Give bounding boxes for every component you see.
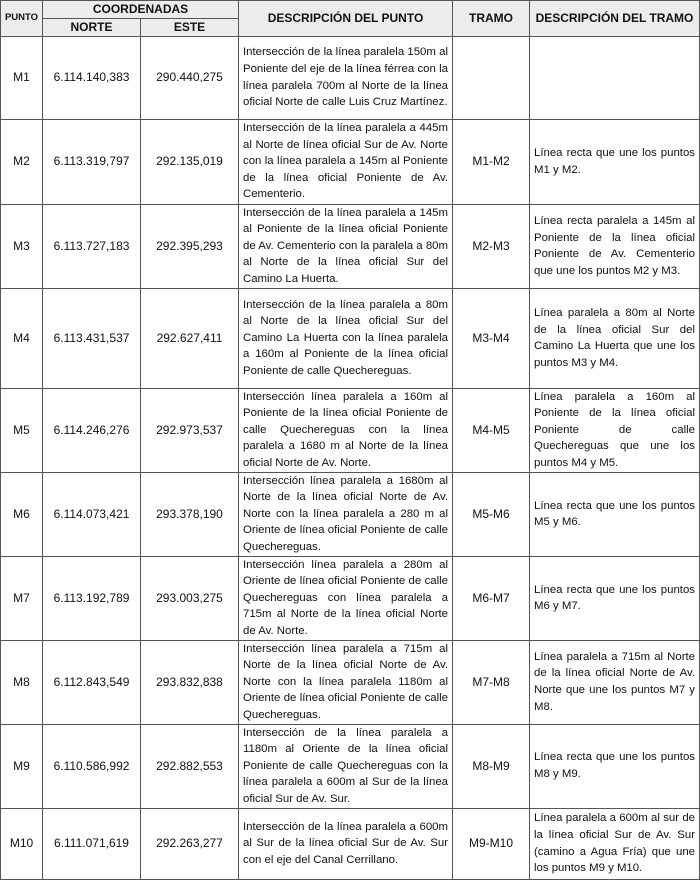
cell-punto: M6	[1, 472, 43, 556]
cell-este: 292.882,553	[141, 724, 239, 808]
table-row	[1, 119, 700, 204]
cell-este: 292.263,277	[141, 808, 239, 879]
table-row	[1, 556, 700, 640]
cell-descripcion-punto: Intersección de la línea paralela 150m al Poniente del eje de la línea férrea con la línea paralela 700m al Norte de la línea oficial Norte de calle Luis Cruz Martínez.	[239, 36, 453, 119]
cell-norte: 6.110.586,992	[43, 724, 141, 808]
cell-descripcion-tramo: Línea paralela a 600m al sur de la línea oficial Sur de Av. Sur (camino a Agua Fría) que une los puntos M9 y M10.	[530, 808, 700, 879]
cell-norte: 6.114.073,421	[43, 472, 141, 556]
table-row	[1, 204, 700, 288]
cell-tramo: M9-M10	[453, 808, 530, 879]
cell-norte: 6.113.319,797	[43, 119, 141, 204]
header-descripcion-tramo: DESCRIPCIÓN DEL TRAMO	[530, 1, 700, 37]
cell-descripcion-punto: Intersección de la línea paralela a 145m al Poniente de la línea oficial Poniente de Av. Cementerio con la paralela a 80m al Norte de la línea oficial Sur del Camino La Huerta.	[239, 204, 453, 288]
cell-punto: M7	[1, 556, 43, 640]
cell-descripcion-tramo: Línea recta que une los puntos M5 y M6.	[530, 472, 700, 556]
cell-punto: M2	[1, 119, 43, 204]
cell-norte: 6.111.071,619	[43, 808, 141, 879]
cell-norte: 6.113.727,183	[43, 204, 141, 288]
cell-descripcion-tramo	[530, 36, 700, 119]
cell-punto: M9	[1, 724, 43, 808]
cell-norte: 6.112.843,549	[43, 640, 141, 724]
header-este: ESTE	[141, 18, 239, 36]
cell-descripcion-punto: Intersección de la línea paralela a 80m al Norte de la línea oficial Sur del Camino La Huerta con la línea paralela a 160m al Poniente de la línea oficial Poniente de calle Quechereguas.	[239, 288, 453, 388]
cell-descripcion-punto: Intersección línea paralela a 280m al Oriente de línea oficial Poniente de calle Quechereguas con línea paralela a 715m al Norte de la línea oficial Norte de Av. Norte.	[239, 556, 453, 640]
cell-descripcion-tramo: Línea recta que une los puntos M8 y M9.	[530, 724, 700, 808]
cell-descripcion-punto: Intersección línea paralela a 160m al Poniente de la línea oficial Poniente de calle Quechereguas con la línea paralela a 1680 m al Norte de la línea oficial Norte de Av. Norte.	[239, 388, 453, 472]
table-row	[1, 288, 700, 388]
cell-tramo: M3-M4	[453, 288, 530, 388]
cell-este: 293.378,190	[141, 472, 239, 556]
cell-descripcion-tramo: Línea paralela a 80m al Norte de la línea oficial Sur del Camino La Huerta que une los puntos M3 y M4.	[530, 288, 700, 388]
table-row	[1, 640, 700, 724]
cell-descripcion-punto: Intersección de la línea paralela a 600m al Sur de la línea oficial Sur de Av. Sur con el eje del Canal Cerrillano.	[239, 808, 453, 879]
cell-punto: M8	[1, 640, 43, 724]
cell-descripcion-punto: Intersección de la línea paralela a 1180m al Oriente de la línea oficial Poniente de calle Quechereguas con la línea paralela a 600m al Sur de la línea oficial Sur de Av. Sur.	[239, 724, 453, 808]
cell-tramo: M1-M2	[453, 119, 530, 204]
table-row	[1, 724, 700, 808]
cell-descripcion-punto: Intersección línea paralela a 715m al Norte de la línea oficial Norte de Av. Norte con la línea paralela 1180m al Oriente de línea oficial Poniente de calle Quechereguas.	[239, 640, 453, 724]
cell-descripcion-tramo: Línea recta que une los puntos M1 y M2.	[530, 119, 700, 204]
header-punto: PUNTO	[1, 1, 43, 37]
cell-este: 290.440,275	[141, 36, 239, 119]
cell-este: 292.135,019	[141, 119, 239, 204]
cell-tramo: M2-M3	[453, 204, 530, 288]
cell-descripcion-tramo: Línea recta paralela a 145m al Poniente de la línea oficial Poniente de Av. Cementerio que une los puntos M2 y M3.	[530, 204, 700, 288]
cell-este: 293.003,275	[141, 556, 239, 640]
table-row	[1, 388, 700, 472]
cell-norte: 6.114.246,276	[43, 388, 141, 472]
header-descripcion-punto: DESCRIPCIÓN DEL PUNTO	[239, 1, 453, 37]
cell-descripcion-tramo: Línea paralela a 160m al Poniente de la línea oficial Poniente de calle Quechereguas que une los puntos M4 y M5.	[530, 388, 700, 472]
cell-este: 292.395,293	[141, 204, 239, 288]
cell-descripcion-punto: Intersección de la línea paralela a 445m al Norte de línea oficial Sur de Av. Norte con la línea paralela a 145m al Poniente de la línea oficial Poniente de Av. Cementerio.	[239, 119, 453, 204]
table-row	[1, 472, 700, 556]
cell-norte: 6.113.192,789	[43, 556, 141, 640]
cell-norte: 6.113.431,537	[43, 288, 141, 388]
cell-punto: M5	[1, 388, 43, 472]
cell-punto: M1	[1, 36, 43, 119]
cell-tramo: M4-M5	[453, 388, 530, 472]
table-row	[1, 36, 700, 119]
cell-norte: 6.114.140,383	[43, 36, 141, 119]
cell-descripcion-tramo: Línea recta que une los puntos M6 y M7.	[530, 556, 700, 640]
cell-tramo	[453, 36, 530, 119]
cell-este: 292.973,537	[141, 388, 239, 472]
table-row	[1, 808, 700, 879]
cell-tramo: M6-M7	[453, 556, 530, 640]
cell-punto: M10	[1, 808, 43, 879]
cell-descripcion-punto: Intersección línea paralela a 1680m al Norte de la línea oficial Norte de Av. Norte con la línea paralela a 280 m al Oriente de línea oficial Poniente de calle Quechereguas.	[239, 472, 453, 556]
cell-este: 293.832,838	[141, 640, 239, 724]
cell-este: 292.627,411	[141, 288, 239, 388]
header-tramo: TRAMO	[453, 1, 530, 37]
cell-tramo: M7-M8	[453, 640, 530, 724]
header-coordenadas: COORDENADAS	[43, 1, 239, 19]
cell-tramo: M8-M9	[453, 724, 530, 808]
cell-tramo: M5-M6	[453, 472, 530, 556]
header-norte: NORTE	[43, 18, 141, 36]
cell-descripcion-tramo: Línea paralela a 715m al Norte de la línea oficial Norte de Av. Norte que une los puntos M7 y M8.	[530, 640, 700, 724]
cell-punto: M4	[1, 288, 43, 388]
cell-punto: M3	[1, 204, 43, 288]
